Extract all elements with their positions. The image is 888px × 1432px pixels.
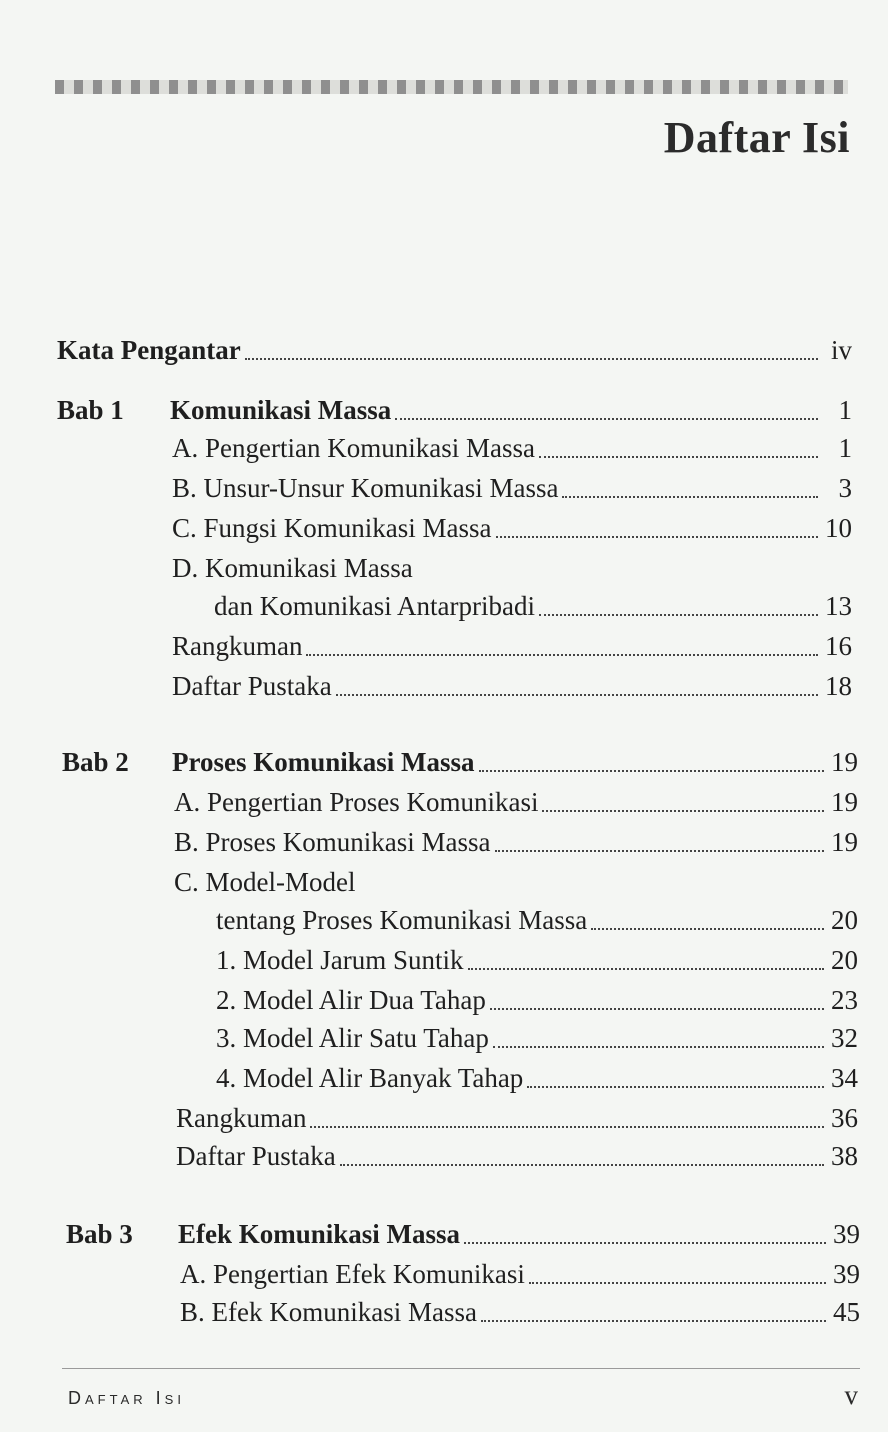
toc-entry	[172, 626, 852, 666]
entry-title: Proses Komunikasi Massa	[172, 747, 475, 777]
entry-page-number: 23	[831, 985, 858, 1015]
entry-title: D. Komunikasi Massa	[172, 553, 413, 583]
dot-leader	[245, 358, 818, 360]
entry-title: Kata Pengantar	[57, 335, 241, 365]
entry-title: 2. Model Alir Dua Tahap	[216, 985, 486, 1015]
dot-leader	[529, 1282, 826, 1284]
entry-page-number: 19	[831, 747, 858, 777]
dot-leader	[562, 496, 818, 498]
toc-entry	[216, 980, 858, 1020]
entry-title: dan Komunikasi Antarpribadi	[214, 591, 535, 621]
entry-title: A. Pengertian Efek Komunikasi	[180, 1259, 525, 1289]
entry-page-number: 18	[825, 671, 852, 701]
entry-title: tentang Proses Komunikasi Massa	[216, 905, 588, 935]
chapter-label: Bab 1	[57, 395, 124, 425]
dot-leader	[310, 1126, 824, 1128]
entry-title: 4. Model Alir Banyak Tahap	[216, 1063, 524, 1093]
decorative-band	[55, 80, 848, 94]
dot-leader	[542, 810, 824, 812]
entry-title: Rangkuman	[176, 1103, 307, 1133]
toc-entry	[180, 1292, 860, 1332]
entry-title: B. Efek Komunikasi Massa	[180, 1297, 477, 1327]
dot-leader	[493, 1046, 824, 1048]
toc-entry	[180, 1254, 860, 1294]
toc-entry	[216, 940, 858, 980]
entry-title: A. Pengertian Komunikasi Massa	[172, 433, 535, 463]
entry-page-number: 13	[825, 591, 852, 621]
toc-entry	[62, 742, 858, 782]
entry-page-number: 1	[838, 395, 852, 425]
toc-entry	[57, 390, 852, 430]
entry-page-number: 19	[831, 787, 858, 817]
dot-leader	[591, 928, 824, 930]
dot-leader	[464, 1242, 826, 1244]
toc-entry	[176, 1098, 858, 1138]
entry-page-number: 32	[831, 1023, 858, 1053]
toc-entry	[216, 1058, 858, 1098]
dot-leader	[479, 770, 824, 772]
entry-page-number: 20	[831, 945, 858, 975]
dot-leader	[496, 536, 818, 538]
entry-title: C. Fungsi Komunikasi Massa	[172, 513, 492, 543]
entry-page-number: 38	[831, 1141, 858, 1171]
toc-entry	[172, 548, 852, 588]
toc-entry	[216, 900, 858, 940]
entry-page-number: 19	[831, 827, 858, 857]
entry-title: Rangkuman	[172, 631, 303, 661]
entry-page-number: 34	[831, 1063, 858, 1093]
entry-page-number: 39	[833, 1259, 860, 1289]
toc-entry	[57, 330, 852, 370]
dot-leader	[495, 850, 825, 852]
toc-entry	[216, 1018, 858, 1058]
toc-entry	[172, 428, 852, 468]
entry-title: Daftar Pustaka	[172, 671, 332, 701]
entry-title: Komunikasi Massa	[170, 395, 392, 425]
toc-entry	[174, 862, 858, 902]
entry-page-number: 39	[833, 1219, 860, 1249]
dot-leader	[395, 418, 818, 420]
dot-leader	[306, 654, 818, 656]
entry-title: C. Model-Model	[174, 867, 356, 897]
dot-leader	[527, 1086, 824, 1088]
dot-leader	[490, 1008, 824, 1010]
entry-title: A. Pengertian Proses Komunikasi	[174, 787, 539, 817]
page-title: Daftar Isi	[663, 113, 850, 162]
dot-leader	[481, 1320, 826, 1322]
entry-page-number: 45	[833, 1297, 860, 1327]
entry-page-number: 36	[831, 1103, 858, 1133]
toc-entry	[174, 822, 858, 862]
entry-title: Daftar Pustaka	[176, 1141, 336, 1171]
toc-entry	[66, 1214, 860, 1254]
entry-title: B. Unsur-Unsur Komunikasi Massa	[172, 473, 559, 503]
entry-page-number: 10	[825, 513, 852, 543]
entry-page-number: iv	[830, 335, 852, 365]
toc-entry	[172, 468, 852, 508]
dot-leader	[468, 968, 825, 970]
entry-title: 3. Model Alir Satu Tahap	[216, 1023, 489, 1053]
page-number: v	[844, 1380, 858, 1410]
running-footer: Daftar Isi	[68, 1388, 185, 1408]
dot-leader	[340, 1164, 824, 1166]
dot-leader	[539, 456, 818, 458]
entry-page-number: 3	[838, 473, 852, 503]
toc-entry	[172, 508, 852, 548]
chapter-label: Bab 3	[66, 1219, 133, 1249]
entry-page-number: 16	[825, 631, 852, 661]
dot-leader	[336, 694, 818, 696]
entry-title: Efek Komunikasi Massa	[178, 1219, 461, 1249]
toc-entry	[174, 782, 858, 822]
toc-entry	[214, 586, 852, 626]
chapter-label: Bab 2	[62, 747, 129, 777]
entry-page-number: 1	[838, 433, 852, 463]
footer-rule	[62, 1368, 860, 1369]
toc-entry	[176, 1136, 858, 1176]
entry-page-number: 20	[831, 905, 858, 935]
entry-title: 1. Model Jarum Suntik	[216, 945, 464, 975]
entry-title: B. Proses Komunikasi Massa	[174, 827, 491, 857]
toc-entry	[172, 666, 852, 706]
dot-leader	[539, 614, 818, 616]
